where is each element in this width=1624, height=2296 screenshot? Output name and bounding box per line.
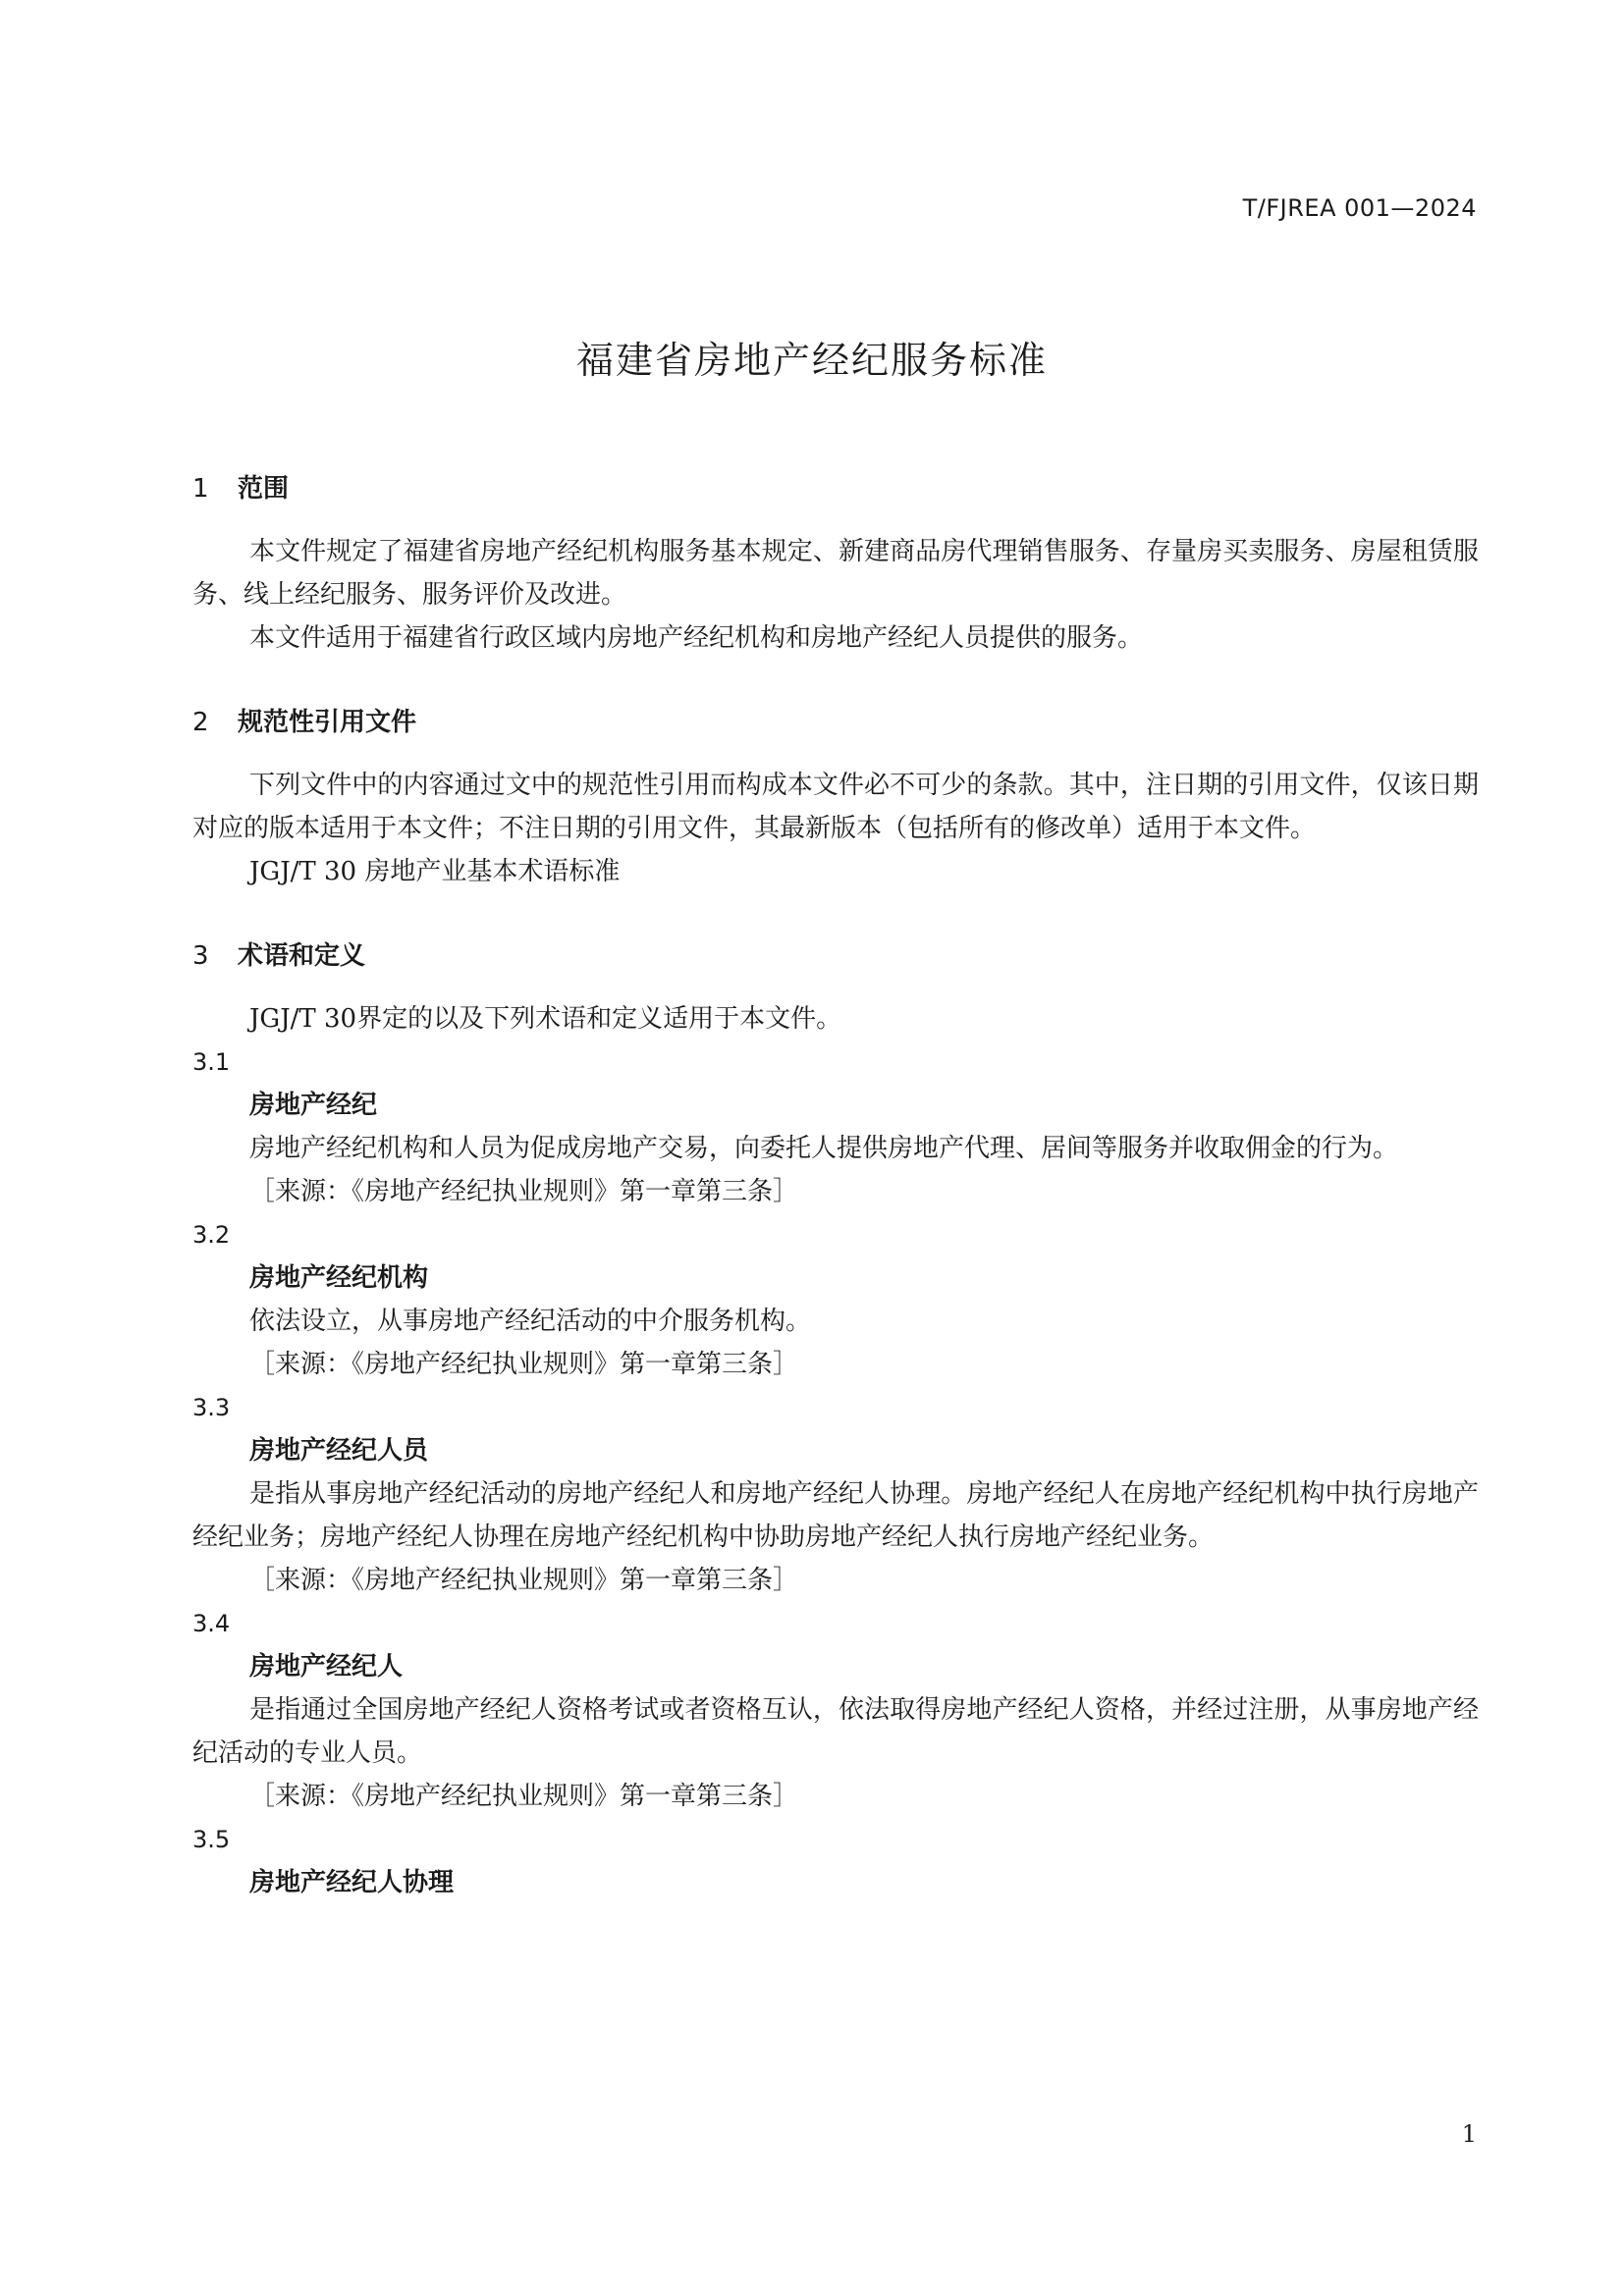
reference-document: JGJ/T 30 房地产业基本术语标准 — [249, 857, 621, 886]
page-number: 1 — [1461, 2120, 1477, 2148]
section-heading-scope — [192, 469, 1479, 508]
term-name: 房地产经纪人员 — [249, 1436, 429, 1466]
term-name: 房地产经纪人协理 — [249, 1868, 455, 1897]
term-number: 3.1 — [192, 1048, 231, 1076]
term-definition: 是指通过全国房地产经纪人资格考试或者资格互认，依法取得房地产经纪人资格，并经过注册，从事房地产经纪活动的专业人员。 — [192, 1695, 1479, 1768]
document-body — [192, 469, 1479, 1904]
section-title: 范围 — [238, 474, 290, 504]
section-number: 1 — [192, 474, 209, 504]
term-source: ［来源：《房地产经纪执业规则》第一章第三条］ — [249, 1566, 799, 1595]
term-number: 3.3 — [192, 1394, 231, 1421]
term-number: 3.4 — [192, 1610, 231, 1637]
section-number: 2 — [192, 708, 209, 737]
section-number: 3 — [192, 941, 209, 971]
term-name: 房地产经纪 — [249, 1091, 378, 1120]
document-title: 福建省房地产经纪服务标准 — [575, 339, 1048, 382]
term-definition: 是指从事房地产经纪活动的房地产经纪人和房地产经纪人协理。房地产经纪人在房地产经纪机构中执行房地产经纪业务；房地产经纪人协理在房地产经纪机构中协助房地产经纪人执行房地产经纪业务。 — [192, 1479, 1479, 1552]
section-title: 术语和定义 — [238, 941, 366, 971]
term-source: ［来源：《房地产经纪执业规则》第一章第三条］ — [249, 1350, 799, 1379]
paragraph: 本文件适用于福建省行政区域内房地产经纪机构和房地产经纪人员提供的服务。 — [249, 623, 1144, 653]
term-name: 房地产经纪机构 — [249, 1263, 429, 1293]
paragraph: 本文件规定了福建省房地产经纪机构服务基本规定、新建商品房代理销售服务、存量房买卖服务、房屋租赁服务、线上经纪服务、服务评价及改进。 — [192, 537, 1479, 610]
section-title: 规范性引用文件 — [238, 708, 417, 737]
term-definition: 房地产经纪机构和人员为促成房地产交易，向委托人提供房地产代理、居间等服务并收取佣金的行为。 — [249, 1134, 1399, 1163]
section-heading-normative-references — [192, 703, 1479, 742]
term-source: ［来源：《房地产经纪执业规则》第一章第三条］ — [249, 1782, 799, 1811]
term-definition: 依法设立，从事房地产经纪活动的中介服务机构。 — [249, 1307, 812, 1336]
paragraph: JGJ/T 30界定的以及下列术语和定义适用于本文件。 — [249, 1004, 842, 1034]
standard-code: T/FJREA 001—2024 — [1242, 194, 1477, 222]
term-source: ［来源：《房地产经纪执业规则》第一章第三条］ — [249, 1177, 799, 1206]
paragraph: 下列文件中的内容通过文中的规范性引用而构成本文件必不可少的条款。其中，注日期的引用文件，仅该日期对应的版本适用于本文件；不注日期的引用文件，其最新版本（包括所有的修改单）适用于本文件。 — [192, 771, 1479, 843]
term-number: 3.5 — [192, 1826, 231, 1853]
section-heading-terms-definitions — [192, 936, 1479, 976]
term-number: 3.2 — [192, 1221, 231, 1249]
term-name: 房地产经纪人 — [249, 1652, 404, 1682]
